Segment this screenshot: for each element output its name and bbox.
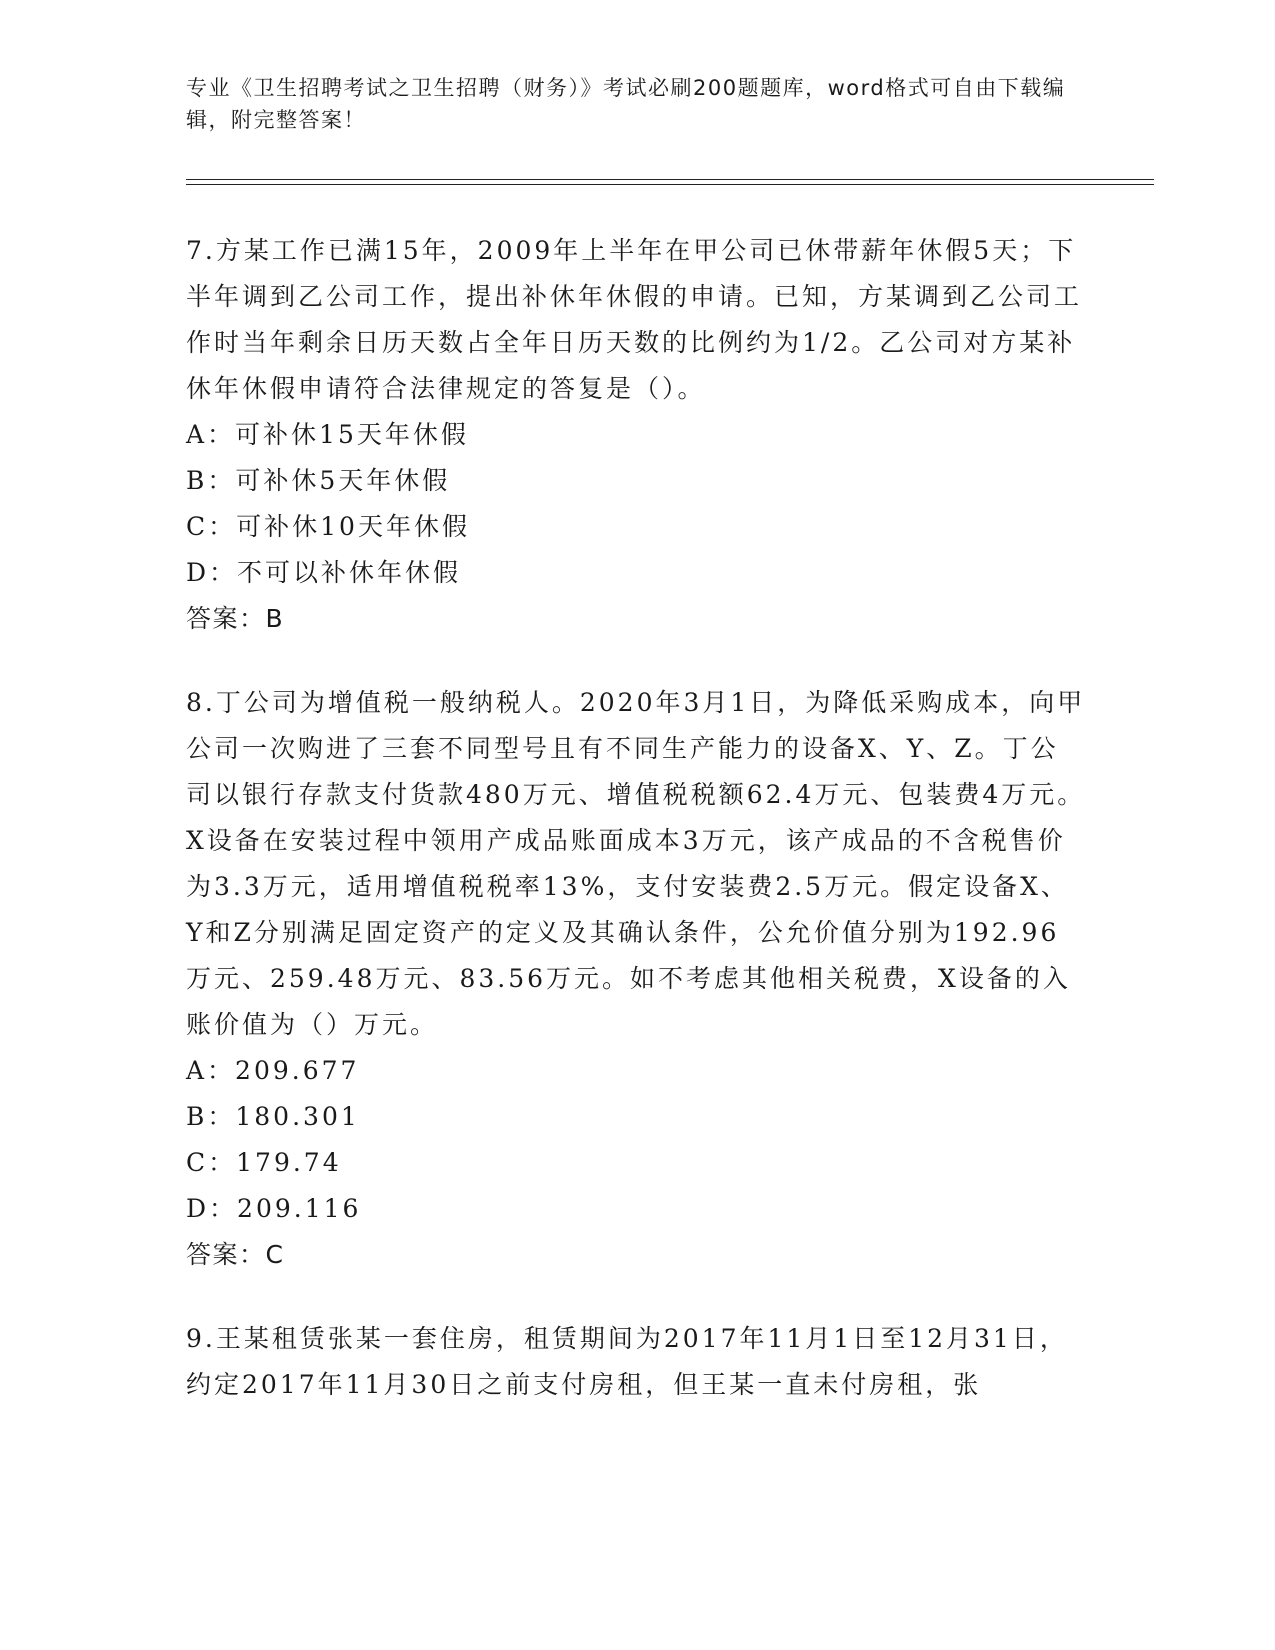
- option-d: D：不可以补休年休假: [186, 558, 462, 587]
- option-d: D：209.116: [186, 1194, 362, 1223]
- question-8: [186, 680, 1086, 1278]
- question-7: [186, 228, 1086, 642]
- question-list: [186, 228, 1086, 1446]
- option-a: A：209.677: [186, 1056, 360, 1085]
- question-stem: 8.丁公司为增值税一般纳税人。2020年3月1日，为降低采购成本，向甲公司一次购进了三套不同型号且有不同生产能力的设备X、Y、Z。丁公司以银行存款支付货款480万元、增值税税额62.4万元、包装费4万元。X设备在安装过程中领用产成品账面成本3万元，该产成品的不含税售价为3.3万元，适用增值税税率13%，支付安装费2.5万元。假定设备X、Y和Z分别满足固定资产的定义及其确认条件，公允价值分别为192.96万元、259.48万元、83.56万元。如不考虑其他相关税费，X设备的入账价值为（）万元。: [186, 688, 1086, 1039]
- page-header: 专业《卫生招聘考试之卫生招聘（财务）》考试必刷200题题库，word格式可自由下载编辑，附完整答案！: [186, 76, 1066, 132]
- header-divider-bottom: [186, 184, 1154, 185]
- option-b: B：可补休5天年休假: [186, 466, 451, 495]
- question-9: [186, 1316, 1086, 1408]
- option-b: B：180.301: [186, 1102, 360, 1131]
- option-list: [186, 412, 1086, 596]
- option-c: C：179.74: [186, 1148, 342, 1177]
- question-stem: 7.方某工作已满15年，2009年上半年在甲公司已休带薪年休假5天；下半年调到乙公司工作，提出补休年休假的申请。已知，方某调到乙公司工作时当年剩余日历天数占全年日历天数的比例约为1/2。乙公司对方某补休年休假申请符合法律规定的答复是（）。: [186, 236, 1083, 403]
- question-stem: 9.王某租赁张某一套住房，租赁期间为2017年11月1日至12月31日，约定2017年11月30日之前支付房租，但王某一直未付房租，张: [186, 1324, 1068, 1399]
- answer-line: 答案：B: [186, 604, 285, 633]
- answer-line: 答案：C: [186, 1240, 285, 1269]
- option-a: A：可补休15天年休假: [186, 420, 469, 449]
- option-c: C：可补休10天年休假: [186, 512, 470, 541]
- option-list: [186, 1048, 1086, 1232]
- header-divider-top: [186, 179, 1154, 180]
